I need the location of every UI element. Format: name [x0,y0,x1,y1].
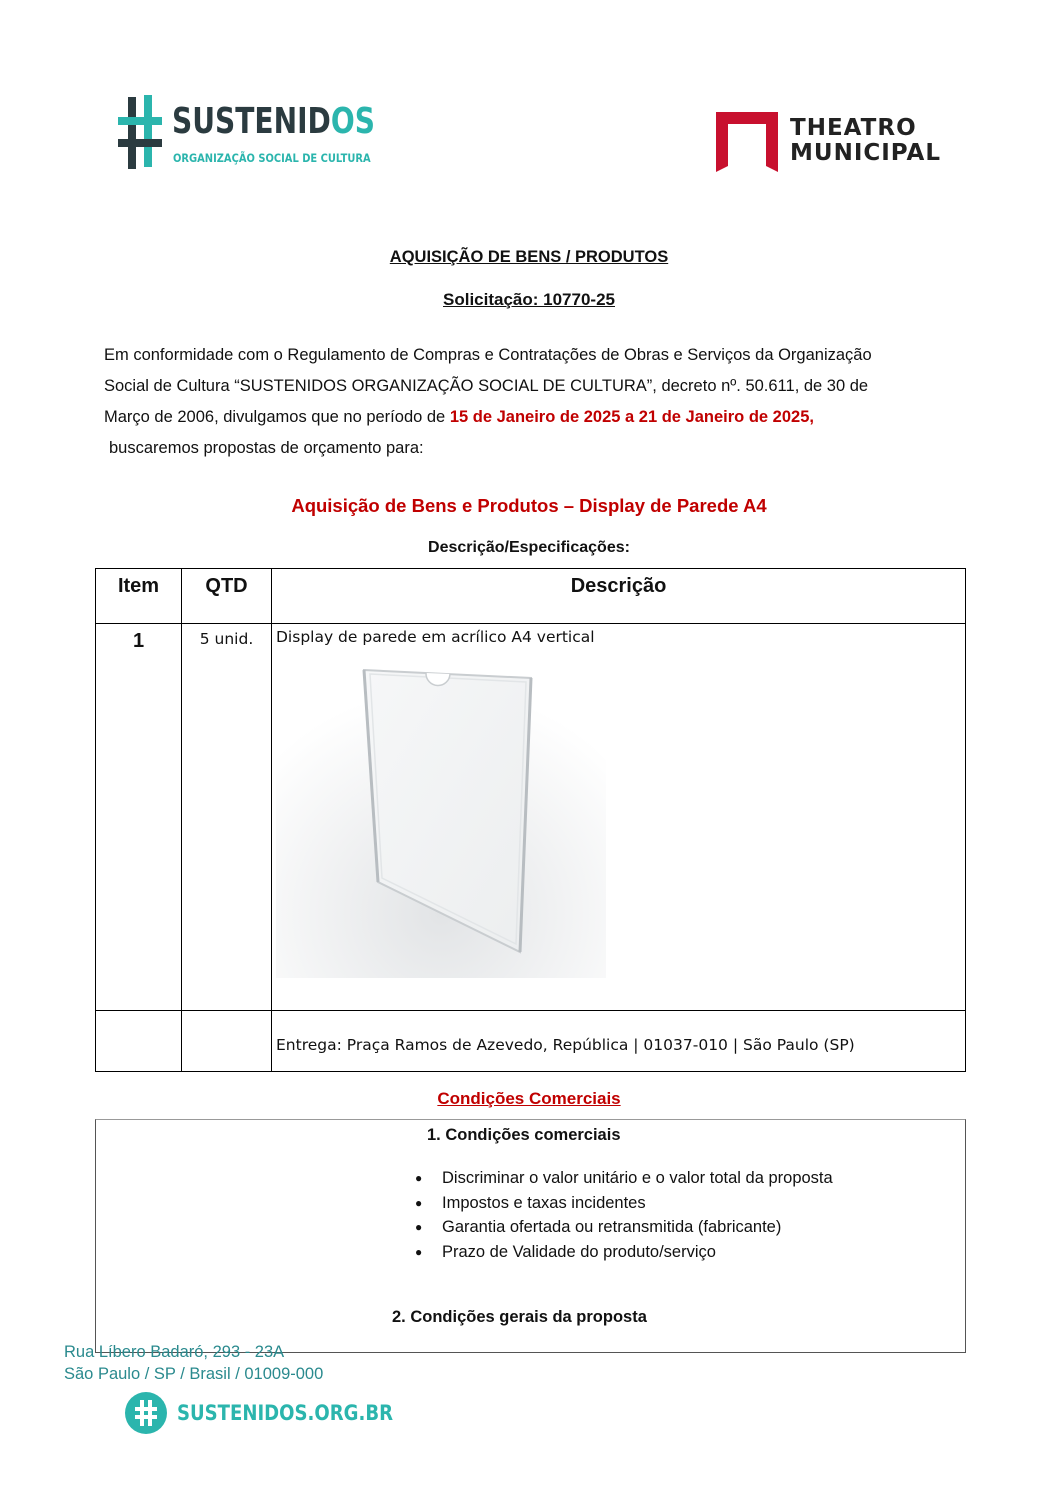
list-item: ● Prazo de Validade do produto/serviço [415,1242,716,1261]
intro-line-3: Março de 2006, divulgamos que no período de [104,408,450,426]
list-item: ● Garantia ofertada ou retransmitida (fabricante) [415,1218,782,1236]
header-descricao: Descrição [272,569,966,624]
item-description-cell [272,624,966,1011]
conditions-section-1: 1. Condições comerciais [427,1126,621,1144]
sustenidos-logo [118,95,375,175]
footer-address-line-2: São Paulo / SP / Brasil / 01009-000 [64,1365,324,1383]
table-header-row [96,569,966,624]
conditions-heading: Condições Comerciais [437,1089,621,1108]
table-row-delivery [96,1011,966,1072]
theatro-municipal-logo [716,110,956,174]
item-quantity: 5 unid. [182,624,272,1011]
empty-cell [182,1011,272,1072]
list-item: ● Discriminar o valor unitário e o valor total da proposta [415,1169,833,1187]
period-highlight: 15 de Janeiro de 2025 a 21 de Janeiro de 2025, [449,408,814,426]
intro-line-1: Em conformidade com o Regulamento de Compras e Contratações de Obras e Serviços da Organização [104,346,872,364]
table-row [96,624,966,1011]
document-title: AQUISIÇÃO DE BENS / PRODUTOS [389,248,669,266]
theatro-mark-icon [716,110,778,172]
footer-logo [125,1392,394,1436]
conditions-section-2: 2. Condições gerais da proposta [392,1308,647,1326]
item-number: 1 [96,624,182,1011]
sustenidos-wordmark: SUSTENIDOS [172,101,375,142]
item-description: Display de parede em acrílico A4 vertical [276,628,595,646]
intro-line-4: buscaremos propostas de orçamento para: [109,439,424,457]
footer-address-line-1: Rua Líbero Badaró, 293 - 23A [64,1343,285,1361]
delivery-address: Entrega: Praça Ramos de Azevedo, República | 01037-010 | São Paulo (SP) [272,1011,966,1072]
product-subtitle: Aquisição de Bens e Produtos – Display de Parede A4 [291,495,767,516]
empty-cell [96,1011,182,1072]
hashtag-icon [118,95,162,169]
specification-table [95,568,966,1072]
solicitacao-number: Solicitação: 10770-25 [443,290,615,309]
intro-paragraph [104,340,954,464]
acrylic-display-image [276,656,606,978]
sustenidos-tagline: ORGANIZAÇÃO SOCIAL DE CULTURA [173,151,371,165]
description-heading: Descrição/Especificações: [428,539,630,556]
theatro-wordmark: THEATRO MUNICIPAL [790,115,942,166]
list-item: ● Impostos e taxas incidentes [415,1193,646,1212]
footer-address [64,1341,323,1385]
conditions-list [415,1166,833,1264]
intro-line-2: Social de Cultura “SUSTENIDOS ORGANIZAÇÃO SOCIAL DE CULTURA”, decreto nº. 50.611, de 30 de [104,377,869,395]
header-item: Item [96,569,182,624]
hashtag-circle-icon [125,1392,167,1434]
header-qtd: QTD [182,569,272,624]
footer-website: SUSTENIDOS.ORG.BR [177,1401,394,1425]
